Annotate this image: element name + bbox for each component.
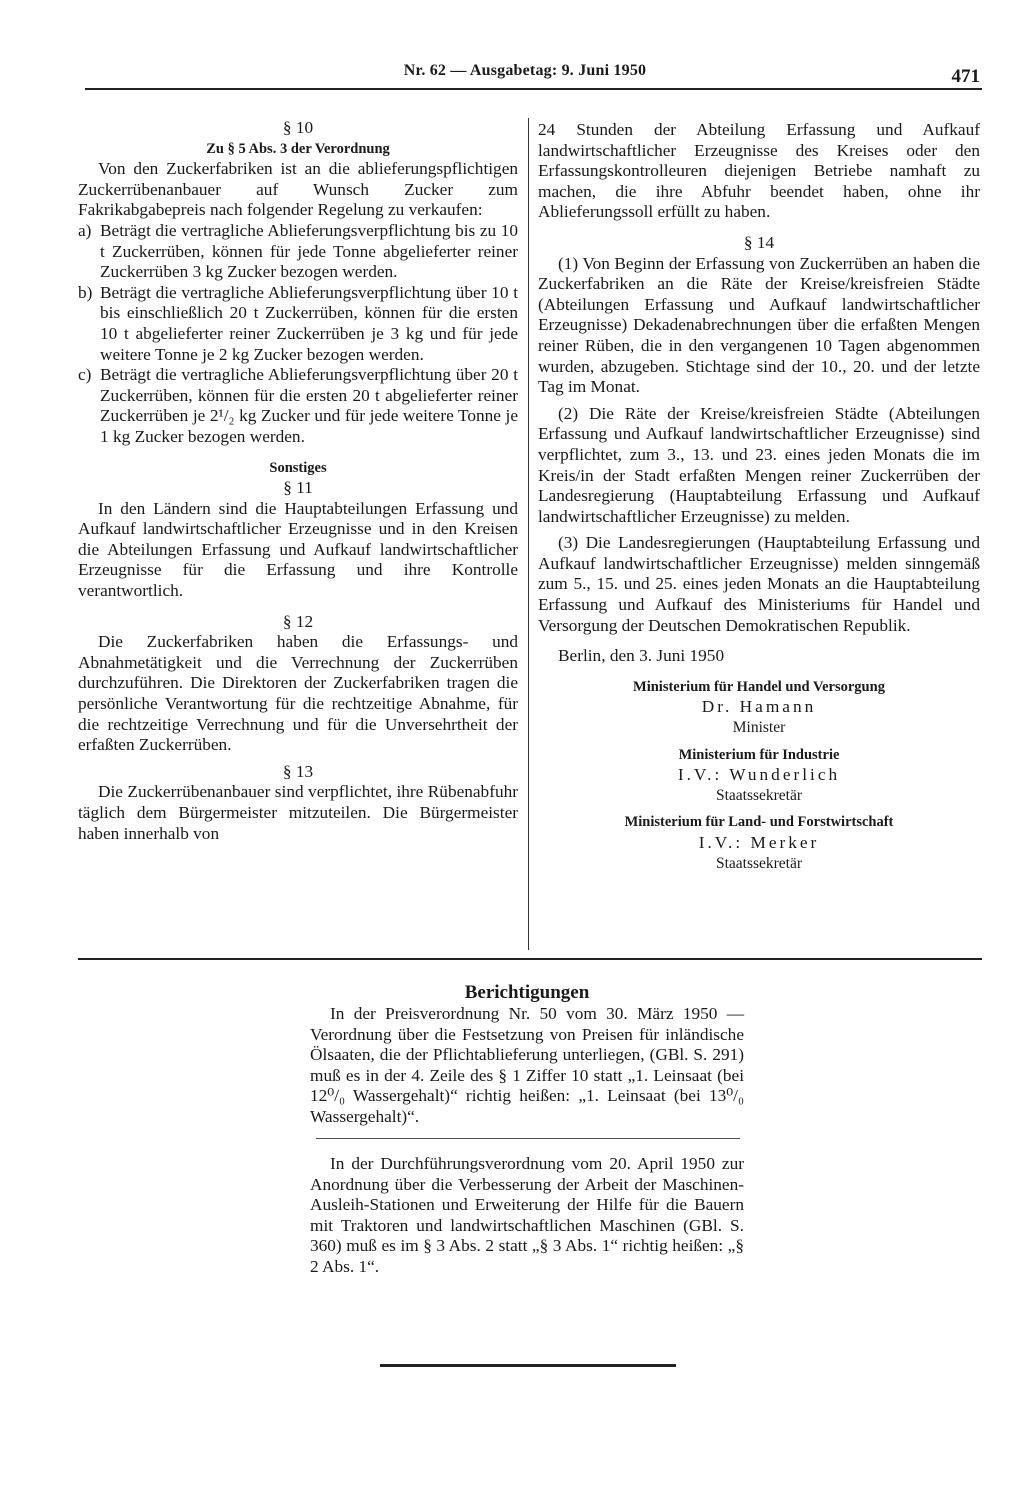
- section-14-paragraph-3: (3) Die Landesregierungen (Hauptabteilung Erfassung und Aufkauf landwirtschaftlicher Erzeugnisse) melden sinngemäß zum 5., 15. und 25. eines jeden Monats an die Hauptabteilung Erfassung und Aufkauf des Ministeriums für Handel und Versorgung der Deutschen Demokratischen Republik.: [538, 533, 980, 635]
- list-item: [78, 221, 518, 283]
- item-label: a): [78, 220, 92, 240]
- signature-name: Dr. Hamann: [701, 697, 817, 717]
- section-11-title: § 11: [283, 478, 313, 498]
- signature-role: Minister: [732, 719, 786, 737]
- section-13-continuation: 24 Stunden der Abteilung Erfassung und Aufkauf landwirtschaftlicher Erzeugnisse des Kreises oder den Erfassungskontrolleuren diejenigen Betriebe namhaft zu machen, die ihre Abfuhr beendet haben, ohne ihr Ablieferungssoll erfüllt zu haben.: [538, 120, 980, 222]
- item-label: c): [78, 365, 92, 385]
- section-rule: [78, 958, 982, 960]
- signature-ministry: Ministerium für Land- und Forstwirtschaft: [624, 814, 894, 831]
- section-12-title: § 12: [282, 611, 314, 631]
- section-14-paragraph-2: (2) Die Räte der Kreise/kreisfreien Städte (Abteilungen Erfassung und Aufkauf landwirtschaftlicher Erzeugnisse) sind verpflichtet, zum 3., 13. und 23. eines jeden Monats die im Kreis/in der Stadt erfaßten Mengen reiner Zuckerrüben der Landesregierung (Hauptabteilung Erfassung und Aufkauf landwirtschaftlicher Erzeugnisse) zu melden.: [538, 403, 980, 526]
- corrections-divider: [316, 1138, 740, 1139]
- signature-role: Staatssekretär: [715, 786, 803, 804]
- signature-name: I.V.: Wunderlich: [677, 765, 841, 785]
- section-11-text: In den Ländern sind die Hauptabteilungen Erfassung und Aufkauf landwirtschaftlicher Erzeugnisse und in den Kreisen die Abteilungen Erfassung und Aufkauf landwirtschaftlicher Erzeugnisse für die Erfassung und ihre Kontrolle verantwortlich.: [78, 498, 518, 601]
- section-10-subtitle: Zu § 5 Abs. 3 der Verordnung: [206, 140, 390, 157]
- signature-block: [538, 677, 980, 874]
- correction-paragraph-1: In der Preisverordnung Nr. 50 vom 30. März 1950 — Verordnung über die Festsetzung von Preisen für inländische Ölsaaten, die der Pflichtablieferung unterliegen, (GBl. S. 291) muß es in der 4. Zeile des § 1 Ziffer 10 statt „1. Leinsaat (bei 12⁰/₀ Wassergehalt)“ richtig heißen: „1. Leinsaat (bei 13⁰/₀ Wassergehalt)“.: [310, 1004, 744, 1126]
- sonstiges-heading: Sonstiges: [269, 459, 327, 476]
- section-12-text: Die Zuckerfabriken haben die Erfassungs- und Abnahmetätigkeit und die Verrechnung der Zuckerrüben durchzuführen. Die Direktoren der Zuckerfabriken tragen die persönliche Verantwortung für die rechtzeitige Abnahme, für die rechtzeitige Verrechnung und für die Unversehrtheit der erfaßten Zuckerrüben.: [78, 632, 518, 755]
- end-rule: [380, 1364, 676, 1367]
- section-14-paragraph-1: (1) Von Beginn der Erfassung von Zuckerrüben an haben die Zuckerfabriken an die Räte der Kreise/kreisfreien Städte (Abteilungen Erfassung und Aufkauf landwirtschaftlicher Erzeugnisse) Dekadenabrechnungen über die erfaßten Mengen reiner Rüben, die in den vergangenen 10 Tagen abgenommen wurden, abzugeben. Stichtage sind der 10., 20. und der letzte Tag im Monat.: [538, 253, 980, 397]
- section-13-title: § 13: [282, 761, 314, 781]
- list-item: [78, 365, 518, 447]
- left-column: [78, 118, 518, 844]
- list-item: [78, 283, 518, 365]
- signature-name: I.V.: Merker: [698, 833, 820, 852]
- header-rule: [85, 88, 982, 90]
- item-text: Beträgt die vertragliche Ablieferungsverpflichtung über 20 t Zuckerrüben, können für die ersten 20 t abgelieferter reiner Zuckerrüben je 2¹/₂ kg Zucker und für jede weitere Tonne je 1 kg Zucker bezogen werden.: [100, 365, 518, 446]
- correction-paragraph-2: In der Durchführungsverordnung vom 20. April 1950 zur Anordnung über die Verbesserung der Arbeit der Maschinen-Ausleih-Stationen und Erweiterung der Hilfe für die Bauern mit Traktoren und landwirtschaftlichen Maschinen (GBl. S. 360) muß es im § 3 Abs. 2 statt „§ 3 Abs. 1“ richtig heißen: „§ 2 Abs. 1“.: [310, 1154, 744, 1276]
- issue-header: Nr. 62 — Ausgabetag: 9. Juni 1950: [403, 62, 647, 79]
- signature-ministry: Ministerium für Handel und Versorgung: [633, 678, 885, 695]
- item-text: Beträgt die vertragliche Ablieferungsverpflichtung über 10 t bis einschließlich 20 t Zuckerrüben, können für die ersten 10 t abgelieferter reiner Zuckerrüben je 3 kg und für jede weitere Tonne je 2 kg Zucker bezogen werden.: [100, 282, 518, 364]
- signature-role: Staatssekretär: [715, 854, 803, 872]
- item-text: Beträgt die vertragliche Ablieferungsverpflichtung bis zu 10 t Zuckerrüben, können für jede Tonne abgelieferter reiner Zuckerrüben 3 kg Zucker bezogen werden.: [100, 220, 518, 282]
- section-10-title: § 10: [282, 118, 314, 137]
- right-column: [538, 120, 980, 874]
- page-number: 471: [951, 66, 980, 87]
- section-10-intro: Von den Zuckerfabriken ist an die ablieferungspflichtigen Zuckerrübenanbauer auf Wunsch Zucker zum Fakrikabgabepreis nach folgender Regelung zu verkaufen:: [78, 159, 518, 220]
- section-13-text: Die Zuckerrübenanbauer sind verpflichtet, ihre Rübenabfuhr täglich dem Bürgermeister mitzuteilen. Die Bürgermeister haben innerhalb von: [78, 782, 518, 843]
- item-label: b): [78, 282, 93, 302]
- section-14-title: § 14: [743, 232, 775, 252]
- signature-ministry: Ministerium für Industrie: [678, 746, 840, 763]
- corrections-title: Berichtigungen: [464, 982, 590, 1003]
- date-line: Berlin, den 3. Juni 1950: [558, 646, 725, 666]
- column-divider: [528, 118, 529, 950]
